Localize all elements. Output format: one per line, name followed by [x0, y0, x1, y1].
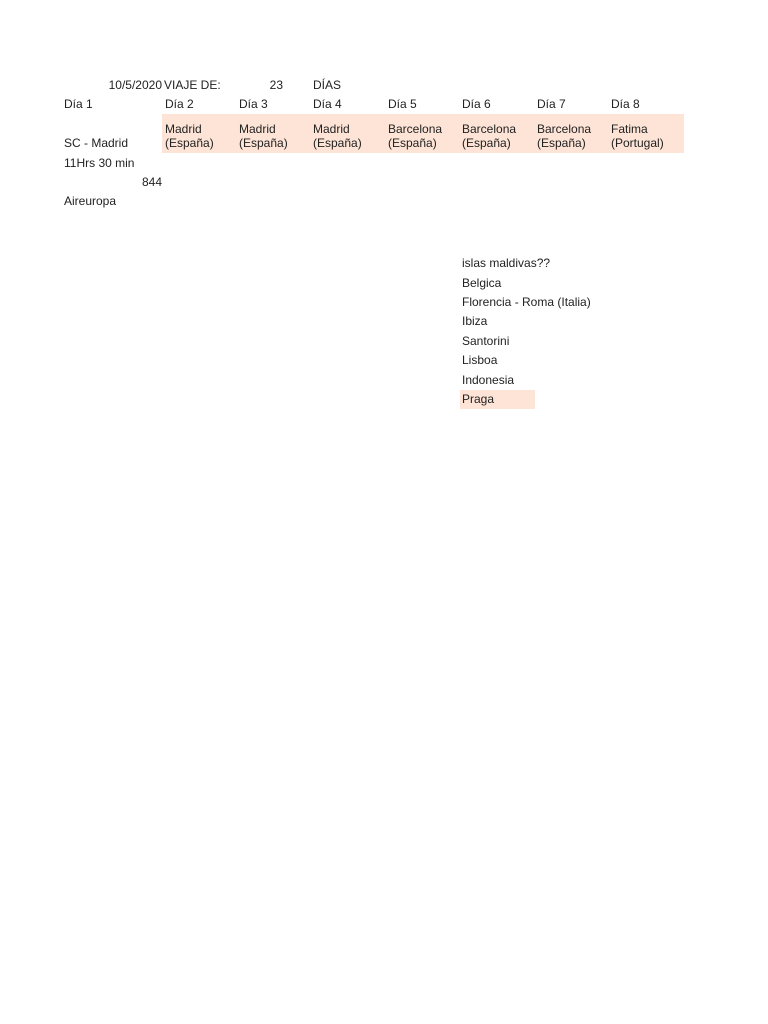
day-4-country: (España)	[313, 136, 362, 150]
day-7-city: Barcelona	[537, 122, 592, 136]
day-6-city: Barcelona	[462, 122, 517, 136]
day-8-header: Día 8	[611, 97, 640, 111]
day-2-country: (España)	[165, 136, 214, 150]
idea-item: Santorini	[462, 334, 510, 348]
day-4-header: Día 4	[313, 97, 342, 111]
day-7-country: (España)	[537, 136, 586, 150]
idea-item: islas maldivas??	[462, 256, 551, 270]
idea-item: Lisboa	[462, 353, 498, 367]
flight-duration: 11Hrs 30 min	[64, 156, 135, 170]
trip-days-label: DÍAS	[313, 78, 342, 92]
day-3-header: Día 3	[239, 97, 268, 111]
idea-item: Ibiza	[462, 314, 488, 328]
day-6-header: Día 6	[462, 97, 491, 111]
trip-date: 10/5/2020	[108, 78, 162, 92]
day-2-city: Madrid	[165, 122, 202, 136]
day-5-header: Día 5	[388, 97, 417, 111]
day-3-city: Madrid	[239, 122, 276, 136]
day-5-city: Barcelona	[388, 122, 443, 136]
flight-price: 844	[141, 175, 162, 189]
trip-label: VIAJE DE:	[164, 78, 221, 92]
idea-item: Indonesia	[462, 373, 515, 387]
day-7-header: Día 7	[537, 97, 566, 111]
day-1-header: Día 1	[64, 97, 93, 111]
day-1-dest: SC - Madrid	[64, 136, 129, 150]
idea-item: Belgica	[462, 276, 502, 290]
idea-item: Florencia - Roma (Italia)	[462, 295, 591, 309]
day-8-country: (Portugal)	[611, 136, 664, 150]
trip-days-count: 23	[269, 78, 283, 92]
day-6-country: (España)	[462, 136, 511, 150]
day-2-header: Día 2	[165, 97, 194, 111]
day-8-city: Fatima	[611, 122, 648, 136]
flight-airline: Aireuropa	[64, 194, 117, 208]
idea-item-praga: Praga	[462, 392, 495, 406]
day-3-country: (España)	[239, 136, 288, 150]
day-4-city: Madrid	[313, 122, 350, 136]
day-5-country: (España)	[388, 136, 437, 150]
